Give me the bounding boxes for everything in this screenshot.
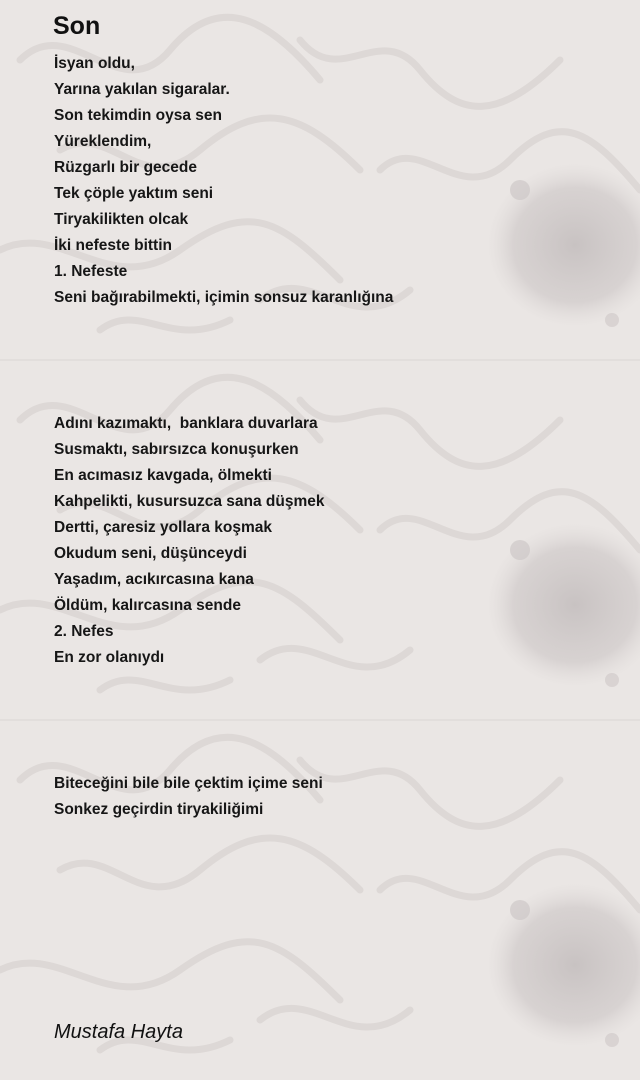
poem-line: Rüzgarlı bir gecede bbox=[54, 159, 197, 176]
stanza-1 bbox=[54, 51, 393, 311]
poem-line: Tek çöple yaktım seni bbox=[54, 185, 214, 202]
poem-title: Son bbox=[53, 12, 101, 40]
poem-author: Mustafa Hayta bbox=[54, 1021, 183, 1043]
poem-line: Seni bağırabilmekti, içimin sonsuz karanlığına bbox=[54, 289, 394, 306]
poem-line: En acımasız kavgada, ölmekti bbox=[54, 467, 272, 484]
stanza-3 bbox=[54, 771, 323, 823]
stanza-2 bbox=[54, 411, 325, 671]
poem-line: 1. Nefeste bbox=[54, 263, 128, 280]
poem-line: Kahpelikti, kusursuzca sana düşmek bbox=[54, 493, 325, 510]
poem-line: En zor olanıydı bbox=[54, 649, 165, 666]
poem-line: Yarına yakılan sigaralar. bbox=[54, 81, 230, 98]
poem-line: Öldüm, kalırcasına sende bbox=[54, 597, 241, 614]
poem-line: 2. Nefes bbox=[54, 623, 114, 640]
poem-line: Okudum seni, düşünceydi bbox=[54, 545, 247, 562]
poem-line: İki nefeste bittin bbox=[54, 237, 172, 254]
poem-line: Son tekimdin oysa sen bbox=[54, 107, 222, 124]
poem-line: Yaşadım, acıkırcasına kana bbox=[54, 571, 254, 588]
poem-line: Dertti, çaresiz yollara koşmak bbox=[54, 519, 272, 536]
poem-line: Susmaktı, sabırsızca konuşurken bbox=[54, 441, 299, 458]
poem-line: Adını kazımaktı, banklara duvarlara bbox=[54, 415, 318, 432]
poem-line: Tiryakilikten olcak bbox=[54, 211, 189, 228]
poem-line: Sonkez geçirdin tiryakiliğimi bbox=[54, 801, 264, 818]
poem-line: Biteceğini bile bile çektim içime seni bbox=[54, 775, 323, 792]
poem-line: İsyan oldu, bbox=[54, 55, 135, 72]
poem-line: Yüreklendim, bbox=[54, 133, 152, 150]
